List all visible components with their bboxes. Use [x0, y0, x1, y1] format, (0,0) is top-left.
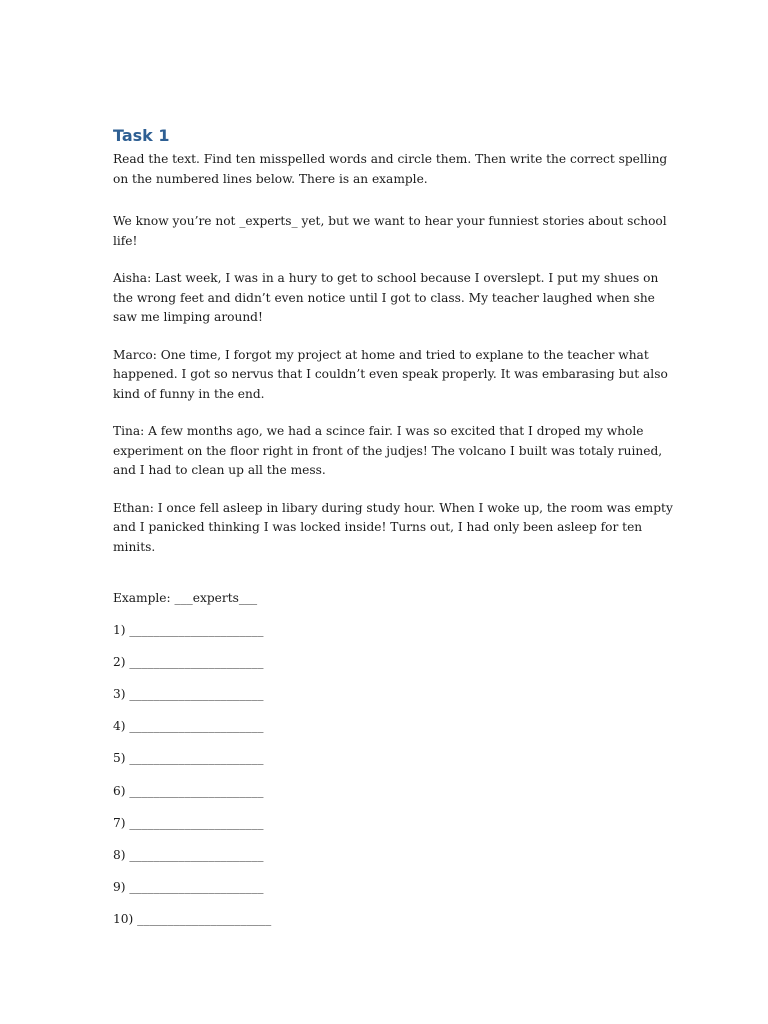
answer-line-7[interactable]: 7) ______________________ — [113, 815, 264, 830]
intro-paragraph: We know you’re not _experts_ yet, but we want to hear your funniest stories about school life! — [113, 214, 667, 248]
story-ethan: Ethan: I once fell asleep in libary during study hour. When I woke up, the room was empty and I panicked thinking I was locked inside! Turns out, I had only been asleep for ten minits. — [113, 500, 673, 554]
answer-line-9[interactable]: 9) ______________________ — [113, 879, 264, 894]
answer-line-5[interactable]: 5) ______________________ — [113, 751, 264, 766]
answer-line-6[interactable]: 6) ______________________ — [113, 783, 264, 798]
example-answer: Example: ___experts___ — [113, 591, 258, 605]
answer-line-8[interactable]: 8) ______________________ — [113, 847, 264, 862]
task-instructions: Read the text. Find ten misspelled words and circle them. Then write the correct spelling on the numbered lines below. There is an example. — [113, 152, 668, 186]
story-tina: Tina: A few months ago, we had a scince fair. I was so excited that I droped my whole experiment on the floor right in front of the judjes! The volcano I built was totaly ruined, and I had to clean up all the mess. — [113, 424, 663, 477]
task-title: Task 1 — [113, 126, 170, 145]
story-marco: Marco: One time, I forgot my project at home and tried to explane to the teacher what happened. I got so nervus that I couldn’t even speak properly. It was embarasing but also kind of funny in the end. — [113, 347, 668, 401]
answer-lines — [113, 621, 673, 929]
story-aisha: Aisha: Last week, I was in a hury to get to school because I overslept. I put my shues on the wrong feet and didn’t even notice until I got to class. My teacher laughed when she saw me limping around! — [113, 271, 659, 324]
answer-line-3[interactable]: 3) ______________________ — [113, 687, 264, 702]
worksheet-page — [113, 124, 673, 929]
answer-line-2[interactable]: 2) ______________________ — [113, 655, 264, 670]
answer-line-4[interactable]: 4) ______________________ — [113, 719, 264, 734]
answer-line-10[interactable]: 10) ______________________ — [113, 911, 272, 926]
answer-line-1[interactable]: 1) ______________________ — [113, 623, 264, 638]
